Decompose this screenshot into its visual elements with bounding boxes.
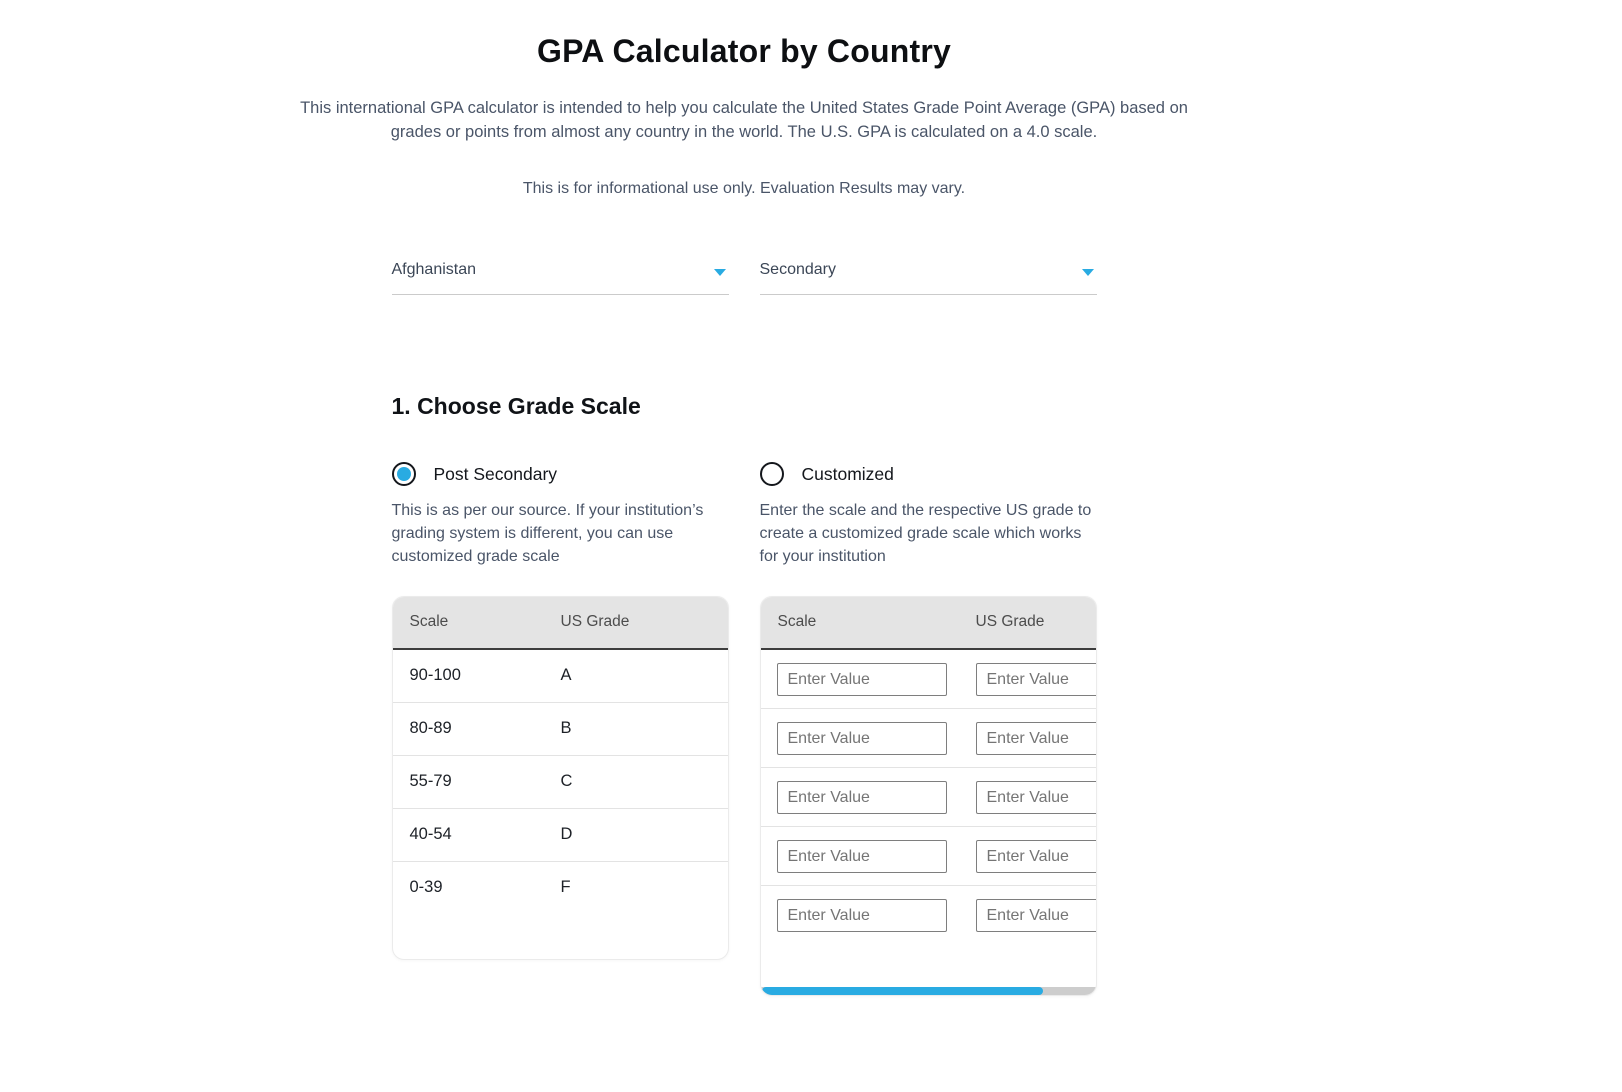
column-header-us-grade: US Grade (560, 613, 630, 630)
chevron-down-icon (1082, 269, 1094, 276)
disclaimer-text: This is for informational use only. Evaluation Results may vary. (522, 180, 966, 197)
scale-value: 40-54 (409, 825, 452, 843)
horizontal-scrollbar[interactable] (761, 987, 1096, 995)
post-secondary-radio[interactable] (392, 462, 729, 486)
customized-table-header (761, 597, 1097, 650)
post-secondary-description: This is as per our source. If your institution’s grading system is different, you can use customized grade scale (391, 502, 704, 565)
school-level-select[interactable] (760, 255, 1097, 295)
radio-selected-icon (392, 462, 416, 486)
custom-scale-row (761, 827, 1097, 886)
preset-grade-table (392, 596, 729, 960)
page-title: GPA Calculator by Country (537, 33, 951, 69)
column-header-scale: Scale (777, 613, 817, 630)
chevron-down-icon (714, 269, 726, 276)
country-select-value: Afghanistan (391, 261, 477, 278)
post-secondary-label: Post Secondary (433, 463, 558, 484)
custom-us-grade-input[interactable] (976, 722, 1097, 755)
scale-value: 55-79 (409, 772, 452, 790)
table-row (393, 756, 728, 809)
horizontal-scrollbar-thumb[interactable] (762, 987, 1043, 995)
customized-label: Customized (801, 463, 894, 484)
column-header-us-grade: US Grade (975, 613, 1045, 630)
custom-scale-input[interactable] (777, 781, 947, 814)
scale-value: 80-89 (409, 719, 452, 737)
customized-column (760, 462, 1097, 996)
post-secondary-column (392, 462, 729, 996)
country-select[interactable] (392, 255, 729, 295)
custom-scale-row (761, 709, 1097, 768)
us-grade-value: C (560, 772, 573, 790)
column-header-scale: Scale (409, 613, 449, 630)
table-row (393, 650, 728, 703)
custom-us-grade-input[interactable] (976, 781, 1097, 814)
us-grade-value: F (560, 878, 571, 896)
selectors-row (392, 255, 1097, 295)
table-row (393, 809, 728, 862)
us-grade-value: D (560, 825, 573, 843)
customized-radio[interactable] (760, 462, 1097, 486)
table-row (393, 703, 728, 756)
school-level-select-value: Secondary (759, 261, 836, 278)
scale-value: 0-39 (409, 878, 443, 896)
grade-scale-options (392, 462, 1097, 996)
grade-scale-heading: 1. Choose Grade Scale (391, 393, 641, 419)
custom-us-grade-input[interactable] (976, 663, 1097, 696)
custom-us-grade-input[interactable] (976, 899, 1097, 932)
customized-grade-table (760, 596, 1097, 996)
preset-table-header (393, 597, 728, 650)
page-content (300, 33, 1188, 996)
custom-scale-row (761, 768, 1097, 827)
us-grade-value: B (560, 719, 572, 737)
intro-text: This international GPA calculator is intended to help you calculate the United States Grade Point Average (GPA) based on grades or points from almost any country in the world. The U.S. GPA is calculated on a 4.0 scale. (300, 99, 1188, 141)
custom-scale-row (761, 650, 1097, 709)
scale-value: 90-100 (409, 666, 461, 684)
custom-scale-row (761, 886, 1097, 945)
custom-scale-input[interactable] (777, 663, 947, 696)
customized-table-inner (761, 597, 1097, 945)
us-grade-value: A (560, 666, 572, 684)
custom-us-grade-input[interactable] (976, 840, 1097, 873)
custom-scale-input[interactable] (777, 899, 947, 932)
customized-description: Enter the scale and the respective US grade to create a customized grade scale which works for your institution (759, 502, 1092, 565)
radio-unselected-icon (760, 462, 784, 486)
custom-scale-input[interactable] (777, 840, 947, 873)
custom-scale-input[interactable] (777, 722, 947, 755)
table-row (393, 862, 728, 915)
